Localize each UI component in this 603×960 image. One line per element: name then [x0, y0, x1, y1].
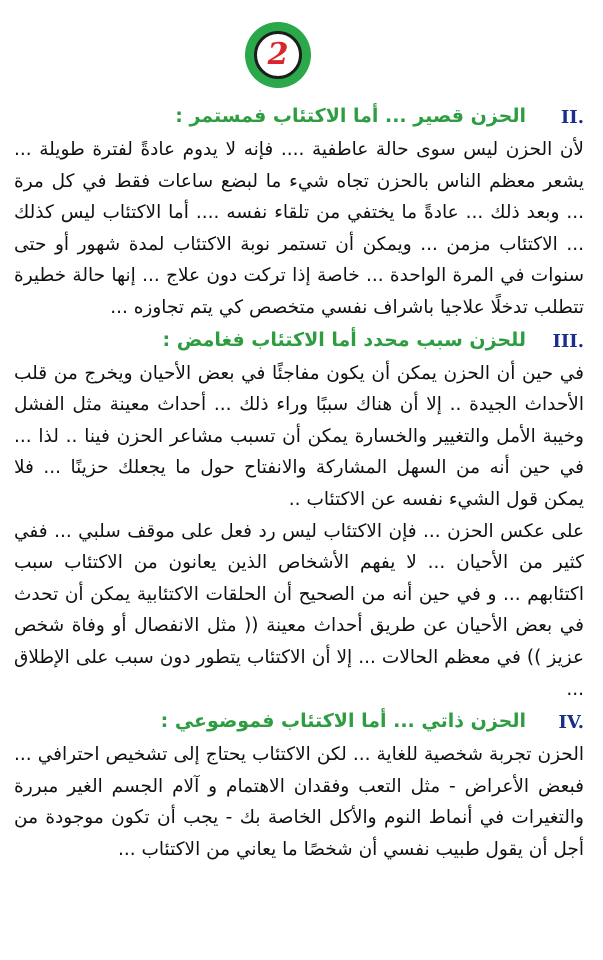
section-iii — [14, 328, 584, 706]
page-number: 2 — [254, 31, 302, 79]
section-iii-numeral: III. — [552, 330, 584, 352]
section-iii-paragraph-1: في حين أن الحزن يمكن أن يكون مفاجئًا في بعض الأحيان ويخرج من قلب الأحداث الجيدة .. إلا أن هناك سببًا وراء ذلك ... أحداث معينة مثل الفشل وخيبة الأمل والتغيير والخسارة يمكن أن تسبب مشاعر الحزن فينا .. لذا ... في حين أنه من السهل المشاركة والانفتاح حول ما يجعلك حزينًا ... فلا يمكن قول الشيء نفسه عن الاكتئاب .. — [14, 362, 584, 510]
section-iv — [14, 709, 584, 865]
section-ii-heading-row — [14, 104, 584, 134]
section-ii — [14, 104, 584, 324]
section-ii-paragraph: لأن الحزن ليس سوى حالة عاطفية .... فإنه لا يدوم عادةً لفترة طويلة ... يشعر معظم الناس بالحزن تجاه شيء ما لبضع ساعات فقط في كل مرة ... وبعد ذلك ... عادةً ما يختفي من تلقاء نفسه .... أما الاكتئاب ليس كذلك ... الاكتئاب مزمن ... ويمكن أن تستمر نوبة الاكتئاب لمدة شهور أو حتى سنوات في المرة الواحدة ... خاصة إذا تركت دون علاج ... إنها حالة خطيرة تتطلب تدخلًا علاجيا باشراف نفسي متخصص كي يتم تجاوزه ... — [14, 139, 584, 318]
section-iv-heading: الحزن ذاتي ... أما الاكتئاب فموضوعي : — [160, 710, 526, 733]
section-iii-heading-row — [14, 328, 584, 358]
section-iv-paragraph: الحزن تجربة شخصية للغاية ... لكن الاكتئاب يحتاج إلى تشخيص احترافي ... فبعض الأعراض - مثل التعب وفقدان الاهتمام و آلام الجسم الغير مبررة والتغيرات في أنماط النوم والأكل الخاصة بك - يجب أن تكون موجودة من أجل أن يقول طبيب نفسي أن شخصًا ما يعاني من الاكتئاب ... — [14, 744, 584, 860]
page-number-badge — [245, 22, 311, 88]
section-ii-numeral: II. — [560, 107, 584, 128]
section-iv-numeral: IV. — [558, 712, 584, 734]
section-ii-heading: الحزن قصير ... أما الاكتئاب فمستمر : — [175, 105, 526, 127]
section-iii-paragraph-2: على عكس الحزن ... فإن الاكتئاب ليس رد فعل على موقف سلبي ... ففي كثير من الأحيان ... لا يفهم الأشخاص الذين يعانون من الاكتئاب سبب اكتئابهم ... و في حين أنه من الصحيح أن الحلقات الاكتئابية يمكن أن تحدث في بعض الأحيان عن طريق أحداث معينة (( مثل الانفصال أو وفاة شخص عزيز )) في معظم الحالات ... إلا أن الاكتئاب يتطور دون سبب على الإطلاق ... — [14, 520, 584, 700]
article-body — [14, 104, 584, 865]
section-iv-heading-row — [14, 709, 584, 739]
section-iii-heading: للحزن سبب محدد أما الاكتئاب فغامض : — [162, 328, 526, 351]
